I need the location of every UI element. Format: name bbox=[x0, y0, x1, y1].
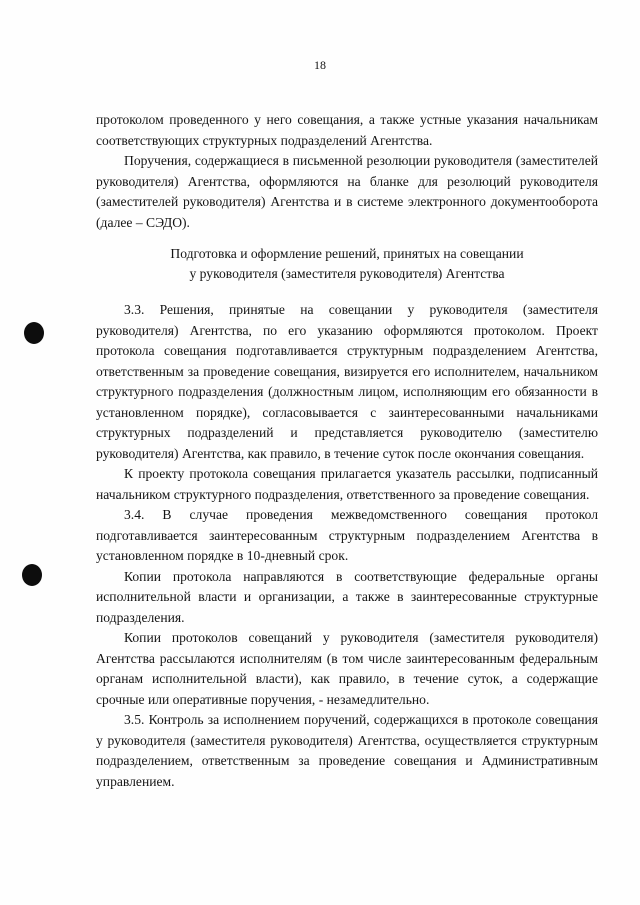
paragraph-3-4: 3.4. В случае проведения межведомственного совещания протокол подготавливается заинтересованным структурным подразделением Агентства в установленном порядке в 10-дневный срок. bbox=[96, 507, 598, 563]
page-number: 18 bbox=[314, 58, 326, 72]
paragraph-instructions: Поручения, содержащиеся в письменной резолюции руководителя (заместителей руководителя) Агентства, оформляются на бланке для резолюций руководителя (заместителей руководителя) Агентства и в системе электронного документооборота (далее – СЭДО). bbox=[96, 153, 598, 230]
paragraph-protocol-copies: Копии протокола направляются в соответствующие федеральные органы исполнительной власти и организации, а также в заинтересованные структурные подразделения. bbox=[96, 568, 598, 625]
section-body bbox=[96, 300, 598, 792]
paragraph-continuation: протоколом проведенного у него совещания, а также устные указания начальникам соответствующих структурных подразделений Агентства. bbox=[96, 112, 598, 148]
paragraph-3-3: 3.3. Решения, принятые на совещании у руководителя (заместителя руководителя) Агентства, по его указанию оформляются протоколом. Проект протокола совещания подготавливается структурным подразделением Агентства, ответственным за проведение совещания, визируется его исполнителем, начальником структурного подразделения (должностным лицом, исполняющим его обязанности в установленном порядке), согласовывается с заинтересованными начальниками структурных подразделений и представляется руководителю (заместителю руководителя) Агентства, как правило, в течение суток после окончания совещания. bbox=[96, 302, 598, 461]
paragraph-protocols-distribution: Копии протоколов совещаний у руководителя (заместителя руководителя) Агентства рассылаются исполнителям (в том числе заинтересованным федеральным органам исполнительной власти), как правило, в течение суток, а содержащие срочные или оперативные поручения, - незамедлительно. bbox=[96, 630, 598, 707]
paragraph-3-5: 3.5. Контроль за исполнением поручений, содержащихся в протоколе совещания у руководителя (заместителя руководителя) Агентства, осуществляется структурным подразделением, ответственным за проведение совещания и Административным управлением. bbox=[96, 712, 598, 789]
section-heading-line-2: у руководителя (заместителя руководителя) Агентства bbox=[189, 266, 505, 281]
paragraph-distribution-list: К проекту протокола совещания прилагается указатель рассылки, подписанный начальником структурного подразделения, ответственного за проведение совещания. bbox=[96, 466, 598, 502]
punch-hole-bottom bbox=[22, 564, 42, 586]
section-heading bbox=[96, 244, 598, 284]
section-heading-line-1: Подготовка и оформление решений, принятых на совещании bbox=[170, 246, 524, 261]
intro-text bbox=[96, 110, 598, 233]
punch-hole-top bbox=[24, 322, 44, 344]
